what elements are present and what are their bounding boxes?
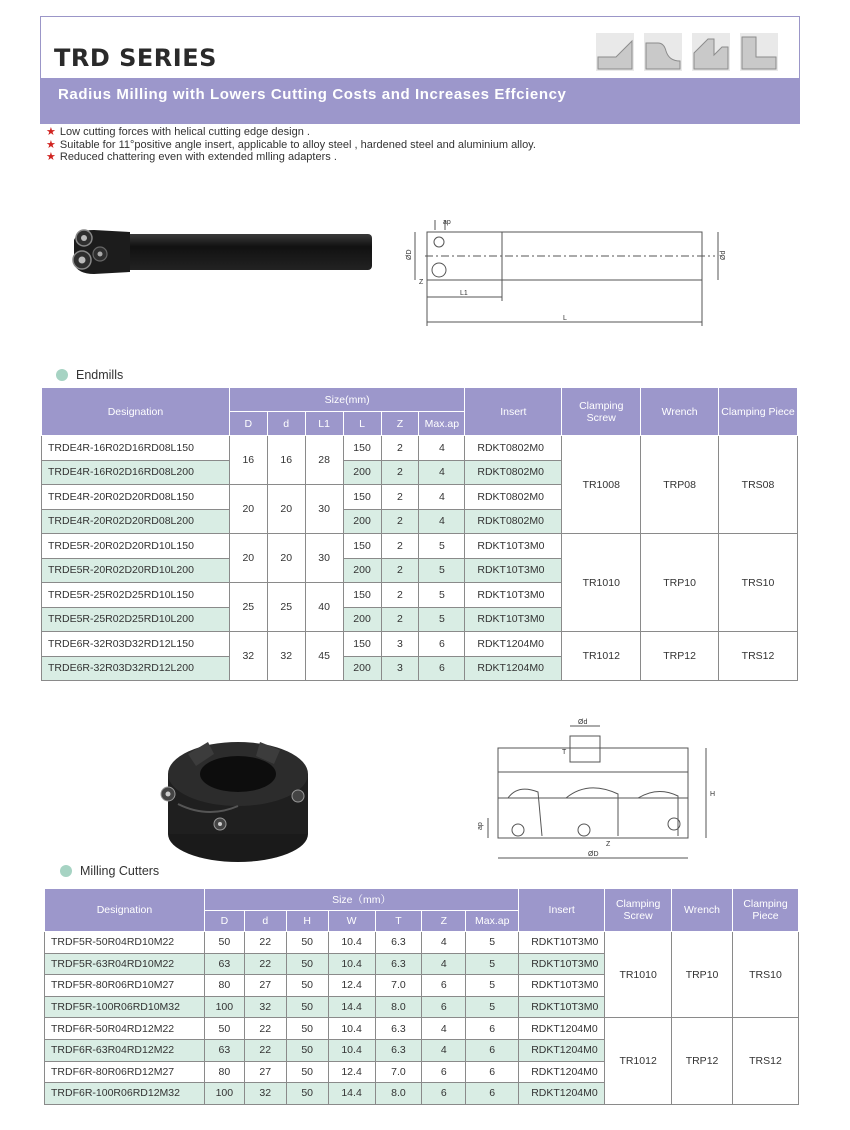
W-cell: 14.4 [328,996,375,1018]
dim-ap-label: ap [477,822,484,830]
insert-cell: RDKT1204M0 [465,656,562,681]
T-cell: 7.0 [375,1061,422,1083]
insert-cell: RDKT0802M0 [465,460,562,485]
T-cell: 6.3 [375,1039,422,1061]
D-cell: 63 [204,953,244,975]
W-cell: 12.4 [328,975,375,997]
H-cell: 50 [286,1039,328,1061]
Z-cell: 2 [381,436,419,461]
Z-cell: 4 [422,932,466,954]
designation-cell: TRDF5R-80R06RD10M27 [45,975,205,997]
designation-cell: TRDE4R-16R02D16RD08L200 [42,460,230,485]
table-row [45,932,799,954]
D-cell: 20 [229,534,267,583]
dim-L1-label: L1 [460,290,468,297]
L-cell: 150 [343,534,381,559]
max-ap-cell: 5 [419,607,465,632]
max-ap-cell: 5 [466,975,519,997]
dim-Z-label: Z [606,841,611,848]
designation-cell: TRDF6R-100R06RD12M32 [45,1083,205,1105]
max-ap-cell: 6 [466,1061,519,1083]
D-cell: 80 [204,975,244,997]
max-ap-cell: 4 [419,485,465,510]
insert-cell: RDKT1204M0 [519,1039,605,1061]
W-cell: 12.4 [328,1061,375,1083]
table-row [42,632,798,657]
T-cell: 6.3 [375,1018,422,1040]
feature-item: ★ Low cutting forces with helical cutting edge design . [46,126,310,138]
page-subtitle: Radius Milling with Lowers Cutting Costs and Increases Effciency [58,86,567,103]
D-cell: 20 [229,485,267,534]
feature-item: ★ Reduced chattering even with extended mlling adapters . [46,151,337,163]
table-row [42,534,798,559]
clamping-screw-cell: TR1012 [562,632,641,681]
clamping-wrench-cell: TRP12 [672,1018,733,1104]
col-insert: Insert [465,388,562,436]
clamping-piece-cell: TRS12 [719,632,798,681]
designation-cell: TRDE6R-32R03D32RD12L200 [42,656,230,681]
col-d: d [244,911,286,932]
radius-profile-shape-icon [644,33,682,71]
col-designation: Designation [42,388,230,436]
col-wrench: Wrench [672,889,733,932]
W-cell: 10.4 [328,1018,375,1040]
feature-list [46,126,536,164]
Z-cell: 3 [381,656,419,681]
H-cell: 50 [286,1083,328,1105]
L1-cell: 30 [305,534,343,583]
designation-cell: TRDE4R-16R02D16RD08L150 [42,436,230,461]
H-cell: 50 [286,975,328,997]
Z-cell: 6 [422,1083,466,1105]
max-ap-cell: 5 [419,534,465,559]
milling-cutters-section-heading: Milling Cutters [60,864,159,878]
col-clamping-piece: Clamping Piece [732,889,798,932]
designation-cell: TRDF6R-50R04RD12M22 [45,1018,205,1040]
endmills-section-heading: Endmills [56,368,123,382]
dim-d-label: Ød [578,719,588,726]
shoulder-shape-icon [740,33,778,71]
face-milling-shape-icon [596,33,634,71]
d-cell: 32 [244,1083,286,1105]
table-row [45,1018,799,1040]
D-cell: 63 [204,1039,244,1061]
designation-cell: TRDF5R-100R06RD10M32 [45,996,205,1018]
clamping-wrench-cell: TRP12 [641,632,719,681]
clamping-screw-cell: TR1008 [562,436,641,534]
clamping-wrench-cell: TRP10 [641,534,719,632]
L-cell: 200 [343,607,381,632]
clamping-wrench-cell: TRP08 [641,436,719,534]
d-cell: 22 [244,932,286,954]
insert-cell: RDKT0802M0 [465,509,562,534]
Z-cell: 3 [381,632,419,657]
d-cell: 22 [244,953,286,975]
designation-cell: TRDE4R-20R02D20RD08L200 [42,509,230,534]
insert-cell: RDKT10T3M0 [465,607,562,632]
endmill-product-image [70,224,380,284]
col-designation: Designation [45,889,205,932]
feature-item: ★ Suitable for 11°positive angle insert, applicable to alloy steel , hardened steel and aluminium alloy. [46,138,536,151]
insert-cell: RDKT1204M0 [465,632,562,657]
designation-cell: TRDE5R-20R02D20RD10L200 [42,558,230,583]
dim-D-label: ØD [588,851,599,858]
col-H: H [286,911,328,932]
max-ap-cell: 6 [466,1083,519,1105]
D-cell: 100 [204,1083,244,1105]
Z-cell: 4 [422,1018,466,1040]
Z-cell: 4 [422,1039,466,1061]
clamping-wrench-cell: TRP10 [672,932,733,1018]
max-ap-cell: 5 [466,953,519,975]
L-cell: 200 [343,558,381,583]
L1-cell: 30 [305,485,343,534]
Z-cell: 2 [381,460,419,485]
Z-cell: 4 [422,953,466,975]
insert-cell: RDKT1204M0 [519,1018,605,1040]
insert-cell: RDKT0802M0 [465,436,562,461]
endmill-technical-drawing [405,212,735,332]
L1-cell: 45 [305,632,343,681]
col-max-ap: Max.ap [466,911,519,932]
max-ap-cell: 6 [419,632,465,657]
col-wrench: Wrench [641,388,719,436]
section-dot-icon [56,369,68,381]
T-cell: 8.0 [375,996,422,1018]
col-d: d [267,412,305,436]
T-cell: 8.0 [375,1083,422,1105]
milling-cutter-technical-drawing [478,718,718,868]
col-max-ap: Max.ap [419,412,465,436]
L-cell: 200 [343,509,381,534]
D-cell: 50 [204,1018,244,1040]
table-row [42,436,798,461]
d-cell: 25 [267,583,305,632]
D-cell: 25 [229,583,267,632]
d-cell: 22 [244,1018,286,1040]
col-size-group: Size(mm) [229,388,465,412]
clamping-piece-cell: TRS10 [719,534,798,632]
D-cell: 100 [204,996,244,1018]
designation-cell: TRDE5R-20R02D20RD10L150 [42,534,230,559]
W-cell: 14.4 [328,1083,375,1105]
Z-cell: 6 [422,975,466,997]
W-cell: 10.4 [328,932,375,954]
d-cell: 27 [244,1061,286,1083]
dim-d-label: Ød [720,250,727,260]
insert-cell: RDKT1204M0 [519,1061,605,1083]
insert-cell: RDKT10T3M0 [519,932,605,954]
milling-cutter-product-image [148,724,318,874]
col-D: D [229,412,267,436]
max-ap-cell: 4 [419,436,465,461]
insert-cell: RDKT1204M0 [519,1083,605,1105]
col-clamping-screw: Clamping Screw [562,388,641,436]
col-Z: Z [381,412,419,436]
Z-cell: 2 [381,558,419,583]
d-cell: 32 [244,996,286,1018]
clamping-piece-cell: TRS12 [732,1018,798,1104]
col-L1: L1 [305,412,343,436]
designation-cell: TRDE4R-20R02D20RD08L150 [42,485,230,510]
machining-shape-icons [596,33,778,71]
insert-cell: RDKT10T3M0 [465,558,562,583]
designation-cell: TRDE5R-25R02D25RD10L200 [42,607,230,632]
D-cell: 50 [204,932,244,954]
col-clamping-piece: Clamping Piece [719,388,798,436]
d-cell: 16 [267,436,305,485]
designation-cell: TRDF6R-80R06RD12M27 [45,1061,205,1083]
max-ap-cell: 6 [466,1018,519,1040]
H-cell: 50 [286,996,328,1018]
max-ap-cell: 4 [419,509,465,534]
insert-cell: RDKT0802M0 [465,485,562,510]
designation-cell: TRDF5R-50R04RD10M22 [45,932,205,954]
endmills-table [41,387,798,681]
dim-Z-label: Z [419,279,424,286]
L-cell: 200 [343,656,381,681]
L-cell: 200 [343,460,381,485]
dim-D-label: ØD [406,249,413,260]
insert-cell: RDKT10T3M0 [465,583,562,608]
max-ap-cell: 5 [466,932,519,954]
insert-cell: RDKT10T3M0 [519,996,605,1018]
L1-cell: 28 [305,436,343,485]
T-cell: 6.3 [375,953,422,975]
clamping-screw-cell: TR1010 [605,932,672,1018]
L-cell: 150 [343,485,381,510]
page-title: TRD SERIES [54,44,217,72]
col-L: L [343,412,381,436]
dim-ap-label: ap [443,219,451,226]
designation-cell: TRDE6R-32R03D32RD12L150 [42,632,230,657]
d-cell: 27 [244,975,286,997]
max-ap-cell: 5 [419,558,465,583]
D-cell: 16 [229,436,267,485]
col-Z: Z [422,911,466,932]
Z-cell: 2 [381,485,419,510]
D-cell: 32 [229,632,267,681]
W-cell: 10.4 [328,1039,375,1061]
insert-cell: RDKT10T3M0 [465,534,562,559]
dim-T-label: T [562,749,567,756]
col-W: W [328,911,375,932]
col-insert: Insert [519,889,605,932]
W-cell: 10.4 [328,953,375,975]
Z-cell: 2 [381,607,419,632]
clamping-screw-cell: TR1010 [562,534,641,632]
Z-cell: 6 [422,1061,466,1083]
star-icon: ★ [46,126,56,138]
col-size-group: Size（mm） [204,889,518,911]
clamping-piece-cell: TRS08 [719,436,798,534]
insert-cell: RDKT10T3M0 [519,975,605,997]
clamping-screw-cell: TR1012 [605,1018,672,1104]
col-D: D [204,911,244,932]
Z-cell: 2 [381,583,419,608]
dim-L-label: L [563,315,567,322]
H-cell: 50 [286,1018,328,1040]
d-cell: 22 [244,1039,286,1061]
T-cell: 6.3 [375,932,422,954]
max-ap-cell: 4 [419,460,465,485]
d-cell: 20 [267,534,305,583]
H-cell: 50 [286,953,328,975]
designation-cell: TRDE5R-25R02D25RD10L150 [42,583,230,608]
designation-cell: TRDF5R-63R04RD10M22 [45,953,205,975]
d-cell: 32 [267,632,305,681]
d-cell: 20 [267,485,305,534]
star-icon: ★ [46,138,56,151]
H-cell: 50 [286,1061,328,1083]
col-clamping-screw: Clamping Screw [605,889,672,932]
L1-cell: 40 [305,583,343,632]
clamping-piece-cell: TRS10 [732,932,798,1018]
H-cell: 50 [286,932,328,954]
dim-H-label: H [710,791,716,798]
T-cell: 7.0 [375,975,422,997]
star-icon: ★ [46,151,56,163]
Z-cell: 2 [381,534,419,559]
section-dot-icon [60,865,72,877]
L-cell: 150 [343,583,381,608]
max-ap-cell: 6 [419,656,465,681]
Z-cell: 6 [422,996,466,1018]
milling-cutters-table [44,888,799,1105]
max-ap-cell: 5 [419,583,465,608]
slot-shape-icon [692,33,730,71]
insert-cell: RDKT10T3M0 [519,953,605,975]
col-T: T [375,911,422,932]
max-ap-cell: 5 [466,996,519,1018]
Z-cell: 2 [381,509,419,534]
L-cell: 150 [343,632,381,657]
L-cell: 150 [343,436,381,461]
D-cell: 80 [204,1061,244,1083]
max-ap-cell: 6 [466,1039,519,1061]
designation-cell: TRDF6R-63R04RD12M22 [45,1039,205,1061]
